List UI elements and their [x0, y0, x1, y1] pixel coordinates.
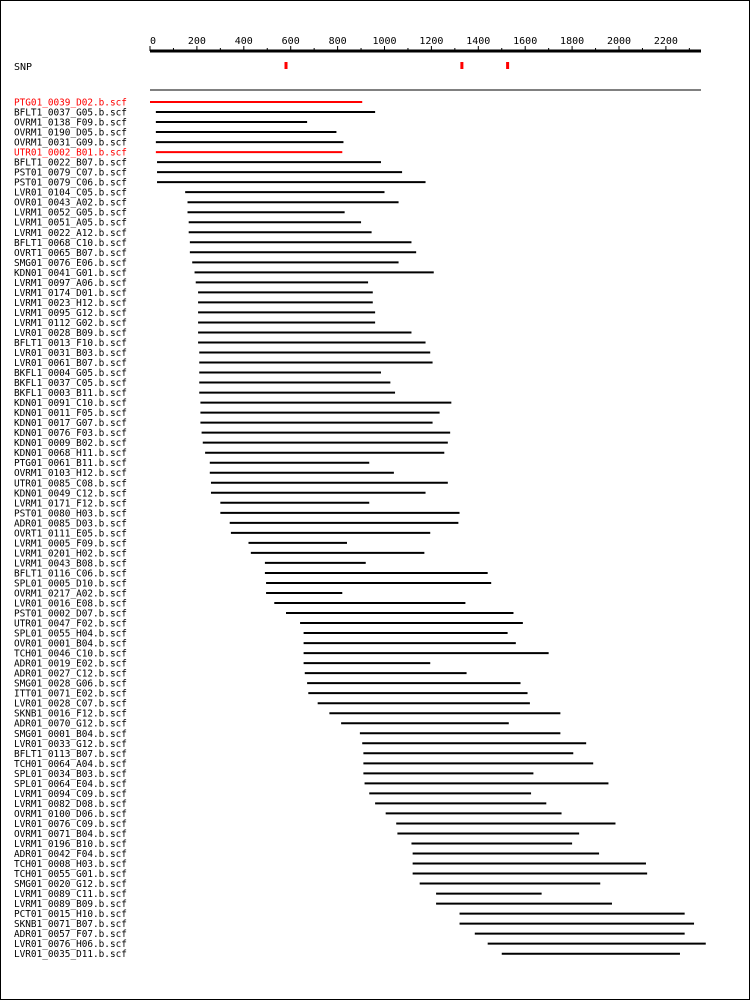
axis-tick-label: 1400	[466, 36, 491, 47]
axis-tick-label: 1600	[513, 36, 538, 47]
read-name[interactable]: TCH01_0008_H03.b.scf	[14, 859, 127, 871]
axis-tick-label: 1000	[372, 36, 397, 47]
read-name[interactable]: PST01_0079_C07.b.scf	[14, 167, 127, 179]
axis-tick-label: 1800	[560, 36, 585, 47]
read-name[interactable]: LVRM1_0171_F12.b.scf	[14, 498, 127, 510]
read-name[interactable]: OVR01_0001_B04.b.scf	[14, 638, 127, 650]
read-name[interactable]: LVRM1_0082_D08.b.scf	[14, 798, 127, 810]
read-name[interactable]: OVRT1_0111_E05.b.scf	[14, 528, 127, 540]
snp-marker	[460, 62, 463, 69]
read-name[interactable]: LVRM1_0095_G12.b.scf	[14, 307, 127, 319]
read-alignment-diagram	[1, 1, 749, 999]
read-name[interactable]: SKNB1_0071_B07.b.scf	[14, 919, 127, 931]
read-name[interactable]: ADR01_0085_D03.b.scf	[14, 518, 127, 530]
read-name[interactable]: ADR01_0019_E02.b.scf	[14, 658, 127, 670]
read-name[interactable]: BFLT1_0037_G05.b.scf	[14, 107, 127, 119]
read-name[interactable]: OVRM1_0138_F09.b.scf	[14, 117, 127, 129]
snp-track-label: SNP	[14, 62, 33, 73]
read-name[interactable]: PST01_0079_C06.b.scf	[14, 177, 127, 189]
read-name[interactable]: KDN01_0068_H11.b.scf	[14, 448, 127, 460]
snp-marker	[285, 62, 288, 69]
axis-tick-label: 400	[234, 36, 253, 47]
read-name[interactable]: KDN01_0009_B02.b.scf	[14, 438, 127, 450]
read-name[interactable]: KDN01_0049_C12.b.scf	[14, 488, 127, 500]
read-name[interactable]: KDN01_0041_G01.b.scf	[14, 267, 127, 279]
read-name[interactable]: KDN01_0017_G07.b.scf	[14, 418, 127, 430]
read-name[interactable]: SKNB1_0016_F12.b.scf	[14, 708, 127, 720]
reads-list	[14, 98, 706, 961]
read-name[interactable]: LVRM1_0094_C09.b.scf	[14, 788, 127, 800]
read-name[interactable]: TCH01_0046_C10.b.scf	[14, 648, 127, 660]
read-name[interactable]: LVRM1_0052_G05.b.scf	[14, 207, 127, 219]
read-name[interactable]: LVR01_0016_E08.b.scf	[14, 598, 127, 610]
read-name[interactable]: LVR01_0104_C05.b.scf	[14, 187, 127, 199]
read-name[interactable]: SMG01_0028_G06.b.scf	[14, 678, 127, 690]
read-name[interactable]: LVRM1_0089_B09.b.scf	[14, 899, 127, 911]
read-name[interactable]: PTG01_0061_B11.b.scf	[14, 458, 127, 470]
read-name[interactable]: SPL01_0034_B03.b.scf	[14, 768, 127, 780]
read-name[interactable]: LVR01_0031_B03.b.scf	[14, 348, 127, 359]
read-name[interactable]: BFLT1_0013_F10.b.scf	[14, 337, 127, 349]
read-name[interactable]: OVRT1_0065_B07.b.scf	[14, 247, 127, 259]
read-name[interactable]: LVR01_0061_B07.b.scf	[14, 358, 127, 370]
read-name[interactable]: OVRM1_0100_D06.b.scf	[14, 808, 127, 820]
axis-tick-label: 200	[187, 36, 206, 47]
read-name[interactable]: BKFL1_0004_G05.b.scf	[14, 368, 127, 380]
read-name[interactable]: LVRM1_0022_A12.b.scf	[14, 227, 127, 239]
read-name[interactable]: LVRM1_0051_A05.b.scf	[14, 217, 127, 229]
read-name[interactable]: SPL01_0055_H04.b.scf	[14, 628, 127, 640]
read-name[interactable]: SMG01_0001_B04.b.scf	[14, 728, 127, 740]
read-name[interactable]: KDN01_0076_F03.b.scf	[14, 428, 127, 440]
read-name[interactable]: KDN01_0091_C10.b.scf	[14, 398, 127, 410]
read-name[interactable]: LVRM1_0089_C11.b.scf	[14, 889, 127, 901]
read-name[interactable]: BFLT1_0116_C06.b.scf	[14, 568, 127, 580]
read-name[interactable]: TCH01_0055_G01.b.scf	[14, 869, 127, 881]
read-name[interactable]: LVR01_0033_G12.b.scf	[14, 738, 127, 750]
read-name[interactable]: BFLT1_0113_B07.b.scf	[14, 748, 127, 760]
read-name[interactable]: ADR01_0057_F07.b.scf	[14, 929, 127, 941]
read-name[interactable]: KDN01_0011_F05.b.scf	[14, 408, 127, 420]
read-name[interactable]: LVR01_0028_C07.b.scf	[14, 698, 127, 710]
read-name[interactable]: ADR01_0070_G12.b.scf	[14, 718, 127, 730]
read-name[interactable]: BKFL1_0003_B11.b.scf	[14, 388, 127, 400]
position-axis	[150, 36, 701, 51]
read-name[interactable]: SMG01_0076_E06.b.scf	[14, 257, 127, 269]
axis-tick-label: 0	[150, 36, 157, 47]
axis-tick-label: 2200	[653, 36, 678, 47]
read-name[interactable]: OVRM1_0190_D05.b.scf	[14, 127, 127, 139]
read-name[interactable]: BFLT1_0022_B07.b.scf	[14, 157, 127, 169]
read-name[interactable]: LVRM1_0005_F09.b.scf	[14, 538, 127, 550]
axis-tick-label: 800	[328, 36, 347, 47]
read-name[interactable]: UTR01_0047_F02.b.scf	[14, 618, 127, 630]
read-name[interactable]: BKFL1_0037_C05.b.scf	[14, 378, 127, 390]
read-name[interactable]: LVR01_0076_C09.b.scf	[14, 818, 127, 830]
read-name[interactable]: OVR01_0043_A02.b.scf	[14, 197, 127, 209]
snp-track	[14, 62, 509, 73]
read-name[interactable]: LVRM1_0023_H12.b.scf	[14, 297, 127, 309]
read-name[interactable]: LVRM1_0196_B10.b.scf	[14, 838, 127, 850]
read-name[interactable]: OVRM1_0071_B04.b.scf	[14, 828, 127, 840]
axis-tick-label: 600	[281, 36, 300, 47]
read-name[interactable]: LVRM1_0043_B08.b.scf	[14, 558, 127, 570]
read-name[interactable]: ITT01_0071_E02.b.scf	[14, 688, 127, 700]
read-name[interactable]: TCH01_0064_A04.b.scf	[14, 758, 127, 770]
read-name[interactable]: PST01_0080_H03.b.scf	[14, 508, 127, 520]
read-name[interactable]: PTG01_0039_D02.b.scf	[14, 97, 127, 109]
read-name[interactable]: LVRM1_0174_D01.b.scf	[14, 287, 127, 299]
read-name[interactable]: LVRM1_0112_G02.b.scf	[14, 317, 127, 329]
read-name[interactable]: LVR01_0076_H06.b.scf	[14, 939, 127, 951]
read-name[interactable]: OVRM1_0031_G09.b.scf	[14, 137, 127, 149]
read-name[interactable]: OVRM1_0217_A02.b.scf	[14, 588, 127, 600]
read-name[interactable]: LVRM1_0097_A06.b.scf	[14, 277, 127, 289]
read-name[interactable]: SPL01_0064_E04.b.scf	[14, 778, 127, 790]
read-name[interactable]: LVR01_0028_B09.b.scf	[14, 327, 127, 339]
read-name[interactable]: SMG01_0020_G12.b.scf	[14, 879, 127, 891]
snp-marker	[506, 62, 509, 69]
read-name[interactable]: LVRM1_0201_H02.b.scf	[14, 548, 127, 560]
read-name[interactable]: SPL01_0005_D10.b.scf	[14, 578, 127, 590]
read-name[interactable]: PCT01_0015_H10.b.scf	[14, 909, 127, 921]
read-name[interactable]: ADR01_0042_F04.b.scf	[14, 849, 127, 860]
axis-tick-label: 1200	[419, 36, 444, 47]
read-name[interactable]: PST01_0002_D07.b.scf	[14, 608, 127, 620]
read-name[interactable]: ADR01_0027_C12.b.scf	[14, 668, 127, 680]
read-name[interactable]: BFLT1_0068_C10.b.scf	[14, 237, 127, 249]
read-name[interactable]: UTR01_0085_C08.b.scf	[14, 478, 127, 490]
axis-tick-label: 2000	[606, 36, 632, 47]
read-name[interactable]: LVR01_0035_D11.b.scf	[14, 949, 127, 961]
read-name[interactable]: OVRM1_0103_H12.b.scf	[14, 468, 127, 480]
read-name[interactable]: UTR01_0002_B01.b.scf	[14, 147, 127, 159]
